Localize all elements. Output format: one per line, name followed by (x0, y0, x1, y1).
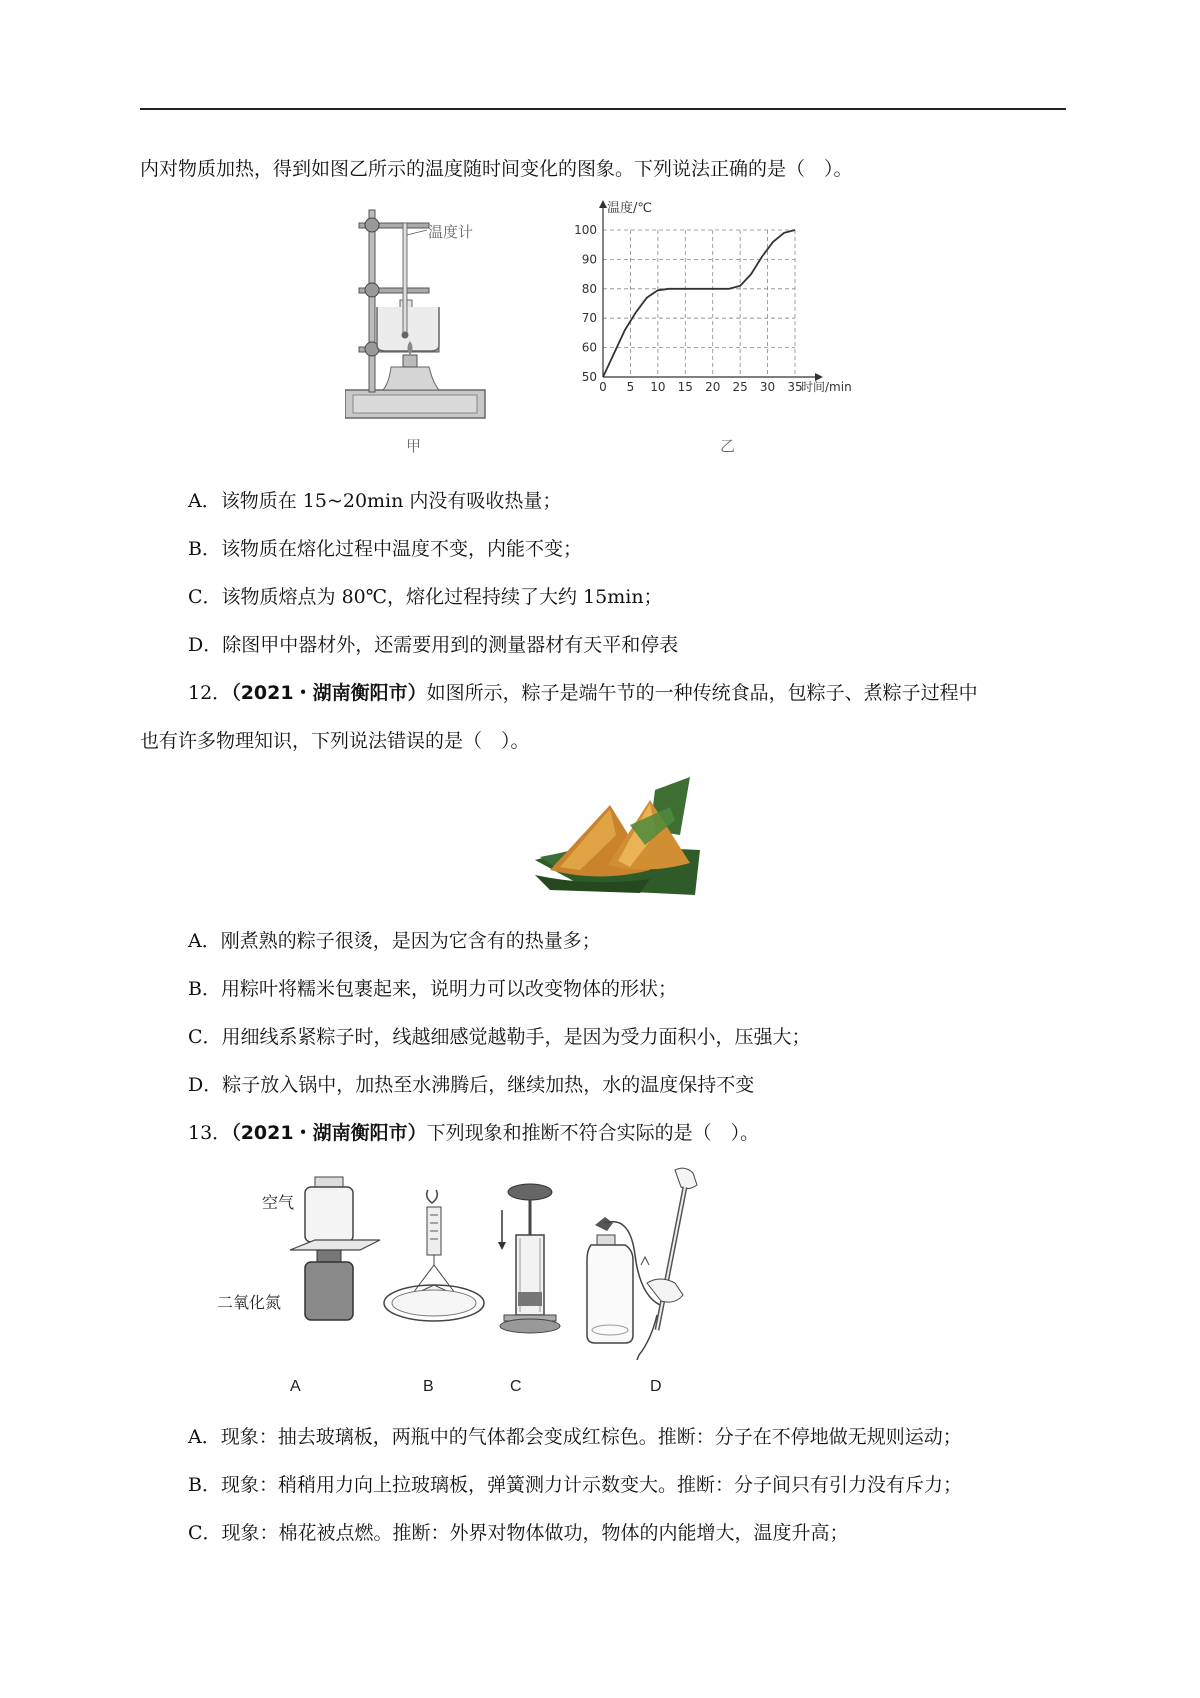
q12-number: 12． (188, 682, 232, 704)
q13-option-c: C．现象：棉花被点燃。推断：外界对物体做功，物体的内能增大，温度升高； (188, 1522, 849, 1544)
x-tick-label: 25 (732, 380, 748, 394)
x-tick-label: 35 (787, 380, 803, 394)
no2-label: 二氧化氮 (217, 1295, 282, 1312)
q11-option-d: D．除图甲中器材外，还需要用到的测量器材有天平和停表 (188, 634, 679, 656)
q13-number: 13． (188, 1122, 232, 1144)
figure-label-a: A (290, 1378, 301, 1395)
y-tick-label: 100 (574, 223, 597, 237)
y-tick-label: 60 (581, 340, 597, 355)
q13-source: （2021・湖南衡阳市） (231, 1122, 427, 1144)
y-tick-label: 90 (581, 252, 597, 267)
q13-option-a: A．现象：抽去玻璃板，两瓶中的气体都会变成红棕色。推断：分子在不停地做无规则运动； (188, 1426, 962, 1448)
temperature-curve (603, 230, 795, 377)
figure-yi-caption: 乙 (720, 437, 736, 455)
q12-option-d: D．粽子放入锅中，加热至水沸腾后，继续加热，水的温度保持不变 (188, 1074, 755, 1096)
q11-option-a: A．该物质在 15~20min 内没有吸收热量； (188, 490, 562, 512)
q13-stem (188, 1120, 759, 1146)
x-tick-label: 15 (677, 380, 693, 394)
q12-source: （2021・湖南衡阳市） (231, 682, 427, 704)
figure-c-compression-cylinder (490, 1180, 570, 1340)
q12-stem-text: 如图所示，粽子是端午节的一种传统食品，包粽子、煮粽子过程中 (426, 682, 978, 704)
q13-stem-text: 下列现象和推断不符合实际的是（ ）。 (426, 1122, 760, 1144)
q11-option-c: C．该物质熔点为 80℃，熔化过程持续了大约 15min； (188, 586, 663, 608)
figure-d-bottle-pump (585, 1165, 730, 1360)
q12-stem-line1 (188, 680, 978, 706)
q12-option-a: A．刚煮熟的粽子很烫，是因为它含有的热量多； (188, 930, 601, 952)
figure-a-diffusion-bottles (285, 1175, 385, 1335)
header-rule (140, 108, 1066, 110)
q12-stem-line2: 也有许多物理知识，下列说法错误的是（ ）。 (140, 730, 530, 752)
figure-label-b: B (423, 1378, 434, 1395)
figure-b-spring-scale (380, 1185, 490, 1335)
x-tick-label: 10 (650, 380, 666, 394)
q13-option-b: B．现象：稍稍用力向上拉玻璃板，弹簧测力计示数变大。推断：分子间只有引力没有斥力； (188, 1474, 962, 1496)
y-axis-arrow (599, 200, 607, 208)
figure-jia-caption: 甲 (406, 437, 422, 455)
zongzi-image (530, 775, 705, 900)
y-tick-label: 80 (581, 281, 597, 296)
temperature-time-chart (565, 200, 905, 425)
x-axis-label: 时间/min (801, 380, 852, 394)
x-tick-label: 30 (759, 380, 776, 394)
thermometer-label: 温度计 (428, 223, 474, 241)
x-tick-label: 0 (599, 380, 607, 394)
q11-option-b: B．该物质在熔化过程中温度不变，内能不变； (188, 538, 582, 560)
q11-stem: 内对物质加热，得到如图乙所示的温度随时间变化的图象。下列说法正确的是（ ）。 (140, 158, 853, 180)
y-axis-label: 温度/℃ (607, 201, 652, 216)
q12-option-b: B．用粽叶将糯米包裹起来，说明力可以改变物体的形状； (188, 978, 677, 1000)
x-tick-label: 5 (626, 380, 635, 394)
y-tick-label: 70 (581, 311, 597, 326)
q12-option-c: C．用细线系紧粽子时，线越细感觉越勒手，是因为受力面积小，压强大； (188, 1026, 811, 1048)
x-tick-label: 20 (705, 380, 721, 394)
y-tick-label: 50 (581, 370, 597, 384)
figure-label-c: C (510, 1378, 522, 1395)
air-label: 空气 (262, 1195, 295, 1212)
figure-label-d: D (650, 1378, 662, 1395)
